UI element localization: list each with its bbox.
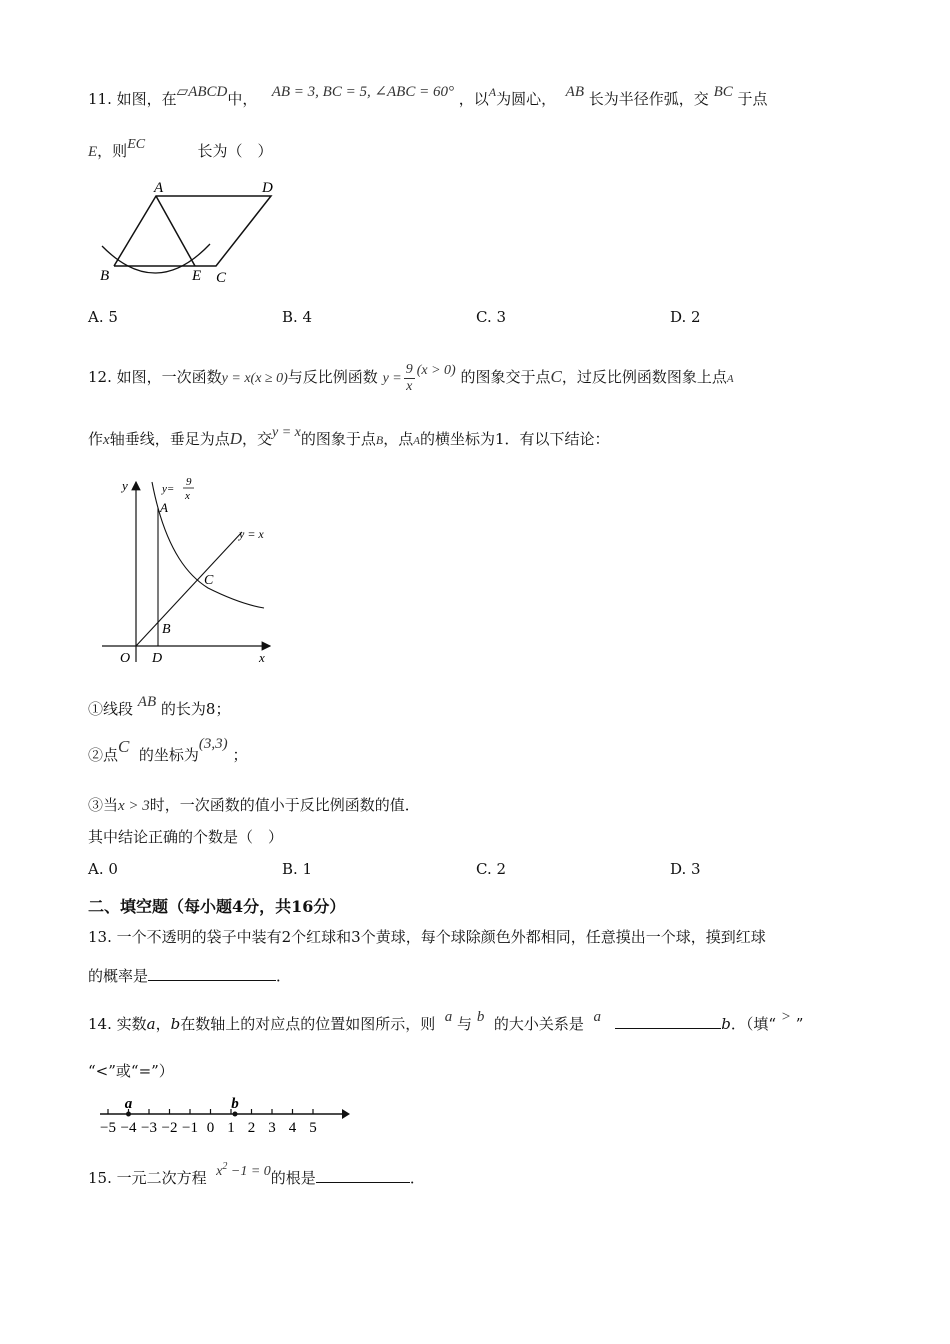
graph-b-label: B bbox=[162, 622, 171, 637]
q11-text-7: ，则 bbox=[97, 142, 128, 160]
q11-text-4: 为圆心， bbox=[496, 90, 557, 108]
q14-math-b: b bbox=[476, 1009, 485, 1025]
q11-shape: ABCD bbox=[188, 84, 228, 100]
tick-label: −3 bbox=[141, 1120, 157, 1136]
number-line-arrow-icon bbox=[342, 1109, 350, 1119]
q14-var-b: b bbox=[170, 1015, 181, 1033]
q12-option-a[interactable]: A. 0 bbox=[88, 860, 118, 878]
tick-label: 5 bbox=[309, 1120, 317, 1136]
q14-text-1: 14. 实数 bbox=[88, 1015, 147, 1033]
tick-label: −5 bbox=[100, 1120, 116, 1136]
c2-text-a: ②点 bbox=[88, 746, 119, 764]
graph-line-label: y = x bbox=[239, 527, 264, 541]
q14-var-b2: b bbox=[721, 1015, 731, 1033]
graph-inv-label-num: 9 bbox=[186, 476, 192, 488]
q11-option-b[interactable]: B. 4 bbox=[282, 308, 313, 326]
q14-line1 bbox=[88, 1009, 804, 1036]
q12-text-1: 如图，一次函数 bbox=[116, 368, 222, 386]
q15-text-2: 的根是 bbox=[270, 1169, 316, 1187]
graph-origin-label: O bbox=[120, 651, 131, 666]
parallelogram-outline bbox=[114, 196, 271, 266]
tick-label: 3 bbox=[268, 1120, 276, 1136]
q12-l2-2: 轴垂线，垂足为点 bbox=[109, 430, 230, 448]
tick-label: −4 bbox=[120, 1120, 137, 1136]
q11-side: BC bbox=[713, 84, 733, 100]
q14-text-7: ” bbox=[795, 1015, 804, 1033]
q15-line bbox=[88, 1161, 425, 1192]
tick-label: 2 bbox=[247, 1120, 256, 1136]
q11-given: AB = 3, BC = 5, ∠ABC = 60° bbox=[271, 84, 454, 100]
q11-option-c[interactable]: C. 3 bbox=[476, 308, 507, 326]
c2-point: C bbox=[118, 737, 130, 756]
q11-text-5: 长为半径作弧，交 bbox=[588, 90, 709, 108]
q12-point-b: B bbox=[375, 433, 384, 447]
c2-coord: (3,3) bbox=[198, 736, 228, 752]
graph-c-label: C bbox=[204, 573, 214, 588]
q11-seg: EC bbox=[127, 137, 146, 152]
q15-eq-rest: −1 = 0 bbox=[227, 1164, 271, 1179]
q12-ask: 其中结论正确的个数是（ ） bbox=[88, 828, 284, 846]
graph-inv-label-prefix: y= bbox=[162, 483, 175, 495]
q14-text-3: 在数轴上的对应点的位置如图所示，则 bbox=[180, 1015, 436, 1033]
q12-point-a2: A bbox=[413, 435, 420, 447]
q12-line1 bbox=[88, 358, 734, 398]
label-e: E bbox=[192, 268, 202, 284]
tick-label: 4 bbox=[288, 1120, 297, 1136]
q12-point-c: C bbox=[550, 367, 562, 386]
point-b-label: b bbox=[231, 1096, 239, 1112]
q14-text-2: ， bbox=[155, 1015, 171, 1033]
q12-option-c[interactable]: C. 2 bbox=[476, 860, 507, 878]
q11-line1 bbox=[88, 84, 768, 111]
label-d: D bbox=[262, 180, 273, 196]
inverse-curve bbox=[152, 482, 264, 608]
q12-linear: y = x(x ≥ 0) bbox=[221, 371, 288, 386]
q14-text-5: 的大小关系是 bbox=[493, 1015, 584, 1033]
q11-text-2: 中， bbox=[227, 90, 258, 108]
q15-answer-blank[interactable] bbox=[316, 1166, 410, 1183]
tick-label: −2 bbox=[161, 1120, 178, 1136]
point-b-dot bbox=[233, 1112, 238, 1117]
q14-text-4: 与 bbox=[457, 1015, 473, 1033]
q12-inv-cond: (x > 0) bbox=[416, 363, 456, 378]
line-y-equals-x bbox=[136, 532, 242, 646]
q12-number: 12. bbox=[88, 368, 112, 386]
q12-conclusion-3 bbox=[88, 794, 420, 817]
c3-cond: x > 3 bbox=[118, 798, 150, 814]
q12-option-b[interactable]: B. 1 bbox=[282, 860, 313, 878]
tick-label: 1 bbox=[227, 1120, 235, 1136]
q11-option-d[interactable]: D. 2 bbox=[670, 308, 701, 326]
q11-number: 11. bbox=[88, 90, 112, 108]
q12-line2 bbox=[88, 425, 610, 452]
q14-line2: “<”或“=”） bbox=[88, 1062, 174, 1080]
label-c: C bbox=[216, 270, 227, 286]
q11-options bbox=[88, 308, 878, 330]
q15-eq-exp: 2 bbox=[222, 1161, 228, 1172]
q12-point-a: A bbox=[726, 373, 734, 385]
c1-text-b: 的长为8； bbox=[160, 700, 231, 718]
q14-math-a2: a bbox=[593, 1009, 601, 1025]
q12-l2-3: ，交 bbox=[241, 430, 272, 448]
q12-conclusion-2 bbox=[88, 736, 248, 767]
q14-number-line bbox=[96, 1094, 356, 1138]
q12-line-yx: y = x bbox=[272, 425, 301, 440]
q11-text-6: 于点 bbox=[737, 90, 768, 108]
q12-l2-5: ，点 bbox=[383, 430, 414, 448]
q13-answer-blank[interactable] bbox=[148, 964, 276, 981]
q15-text-1: 15. 一元二次方程 bbox=[88, 1169, 207, 1187]
q12-options bbox=[88, 860, 878, 882]
q11-center: A bbox=[488, 85, 497, 99]
graph-x-label: x bbox=[259, 650, 265, 665]
graph-a-label: A bbox=[160, 500, 168, 515]
c3-text-a: ③当 bbox=[88, 796, 119, 814]
label-a: A bbox=[154, 180, 164, 196]
c3-text-b: 时，一次函数的值小于反比例函数的值． bbox=[149, 796, 420, 814]
q12-text-4: ，过反比例函数图象上点 bbox=[561, 368, 727, 386]
number-line-ticks bbox=[100, 1109, 317, 1136]
q12-inv-num: 9 bbox=[405, 361, 413, 377]
q11-text-8: 长为（ ） bbox=[197, 142, 273, 160]
q12-l2-1: 作 bbox=[88, 430, 104, 448]
q12-axis-x: x bbox=[103, 432, 110, 448]
q14-answer-blank[interactable] bbox=[615, 1012, 721, 1029]
q12-option-d[interactable]: D. 3 bbox=[670, 860, 701, 878]
tick-label: 0 bbox=[206, 1120, 215, 1136]
q12-l2-4: 的图象于点 bbox=[300, 430, 376, 448]
q13-line1: 13. 一个不透明的袋子中装有2个红球和3个黄球，每个球除颜色外都相同，任意摸出一个球，摸到红球 bbox=[88, 928, 766, 946]
q12-point-d: D bbox=[229, 429, 242, 448]
q11-text-1: 如图，在 bbox=[116, 90, 177, 108]
q11-line2 bbox=[88, 137, 273, 164]
graph-inv-label-den: x bbox=[185, 490, 190, 502]
label-b: B bbox=[100, 268, 110, 284]
q12-inv-den: x bbox=[406, 378, 413, 394]
section-2-title: 二、填空题（每小题4分，共16分） bbox=[88, 897, 346, 916]
graph-y-label: y bbox=[122, 478, 128, 493]
q15-text-3: ． bbox=[409, 1169, 425, 1187]
q13-text-b: ． bbox=[276, 967, 292, 985]
q11-option-a[interactable]: A. 5 bbox=[88, 308, 118, 326]
q14-math-a: a bbox=[444, 1009, 453, 1025]
q12-inv-prefix: y = bbox=[382, 371, 402, 386]
q12-text-2: 与反比例函数 bbox=[287, 368, 378, 386]
q11-text-3: ，以 bbox=[458, 90, 489, 108]
segment-ae bbox=[156, 196, 195, 266]
q11-radius: AB bbox=[565, 84, 584, 100]
q11-parallelogram-figure bbox=[92, 176, 292, 288]
q14-text-6: ．（填“ bbox=[730, 1015, 777, 1033]
tick-label: −1 bbox=[182, 1120, 198, 1136]
q12-text-3: 的图象交于点 bbox=[460, 368, 551, 386]
point-a-dot bbox=[126, 1112, 131, 1117]
q12-function-graph bbox=[96, 470, 286, 670]
q12-inv-fraction bbox=[404, 362, 415, 395]
q14-var-a: a bbox=[146, 1015, 156, 1033]
q14-gt: > bbox=[780, 1009, 791, 1025]
c2-text-c: ； bbox=[232, 746, 248, 764]
q11-point-e: E bbox=[88, 144, 98, 160]
q12-l2-6: 的横坐标为1．有以下结论： bbox=[419, 430, 610, 448]
c1-text-a: ①线段 bbox=[88, 700, 134, 718]
graph-d-label: D bbox=[152, 651, 163, 666]
parallelogram-icon: ▱ bbox=[176, 84, 189, 100]
q12-conclusion-1 bbox=[88, 694, 231, 721]
q13-line2 bbox=[88, 964, 291, 987]
c2-text-b: 的坐标为 bbox=[138, 746, 199, 764]
point-a-label: a bbox=[124, 1096, 133, 1112]
q15-eq-x: x bbox=[216, 1164, 223, 1179]
c1-seg: AB bbox=[137, 694, 157, 710]
q13-text-a: 的概率是 bbox=[88, 967, 149, 985]
